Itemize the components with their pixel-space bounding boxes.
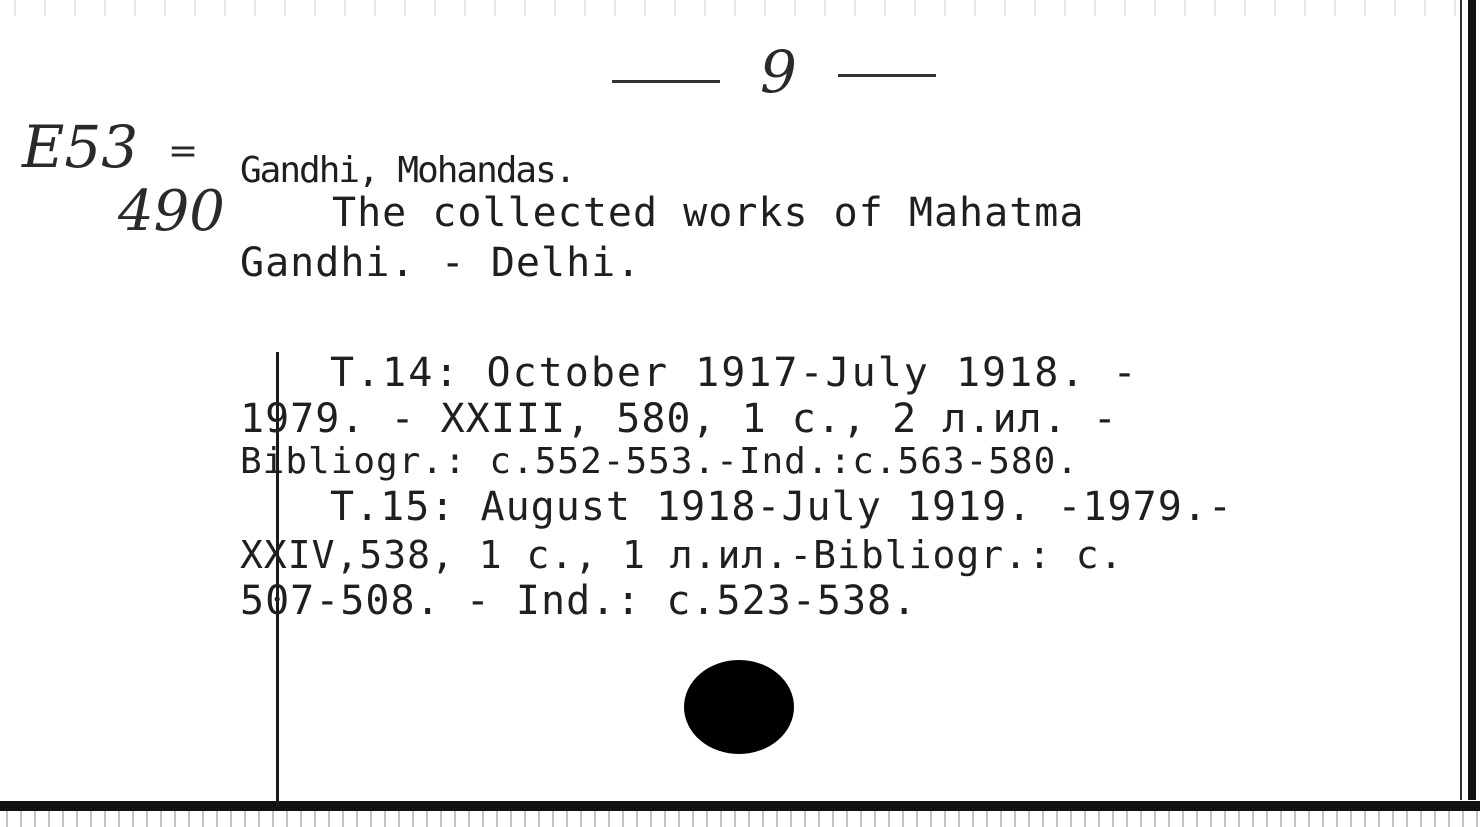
author-heading: Gandhi, Mohandas. bbox=[240, 150, 575, 191]
card-top-edge bbox=[0, 0, 1480, 16]
punch-hole bbox=[684, 660, 794, 754]
volume-15-line-2: XXIV,538, 1 c., 1 л.ил.-Bibliogr.: c. bbox=[240, 533, 1124, 577]
page-number-dash-left bbox=[612, 80, 720, 83]
shelfmark-line1: E53 bbox=[22, 113, 139, 181]
volume-15-line-1: T.15: August 1918-July 1919. -1979.- bbox=[330, 484, 1233, 530]
shelfmark-line2: 490 bbox=[118, 179, 225, 244]
volume-14-line-3: Bibliogr.: c.552-553.-Ind.:c.563-580. bbox=[240, 441, 1079, 482]
page-number: 9 bbox=[760, 38, 797, 106]
volume-14-line-2: 1979. - XXIII, 580, 1 c., 2 л.ил. - bbox=[240, 396, 1118, 442]
volume-14-line-1: T.14: October 1917-July 1918. - bbox=[330, 350, 1139, 396]
volume-15-line-3: 507-508. - Ind.: c.523-538. bbox=[240, 578, 918, 624]
card-right-edge bbox=[1468, 0, 1476, 800]
title-line-2: Gandhi. - Delhi. bbox=[240, 240, 642, 286]
shelfmark-dash: = bbox=[168, 131, 199, 172]
card-right-edge-line bbox=[1460, 0, 1462, 800]
title-line-1: The collected works of Mahatma bbox=[332, 190, 1085, 236]
card-bottom-edge bbox=[0, 801, 1480, 811]
card-bottom-strip bbox=[0, 811, 1480, 827]
page-number-dash-right bbox=[838, 74, 936, 77]
